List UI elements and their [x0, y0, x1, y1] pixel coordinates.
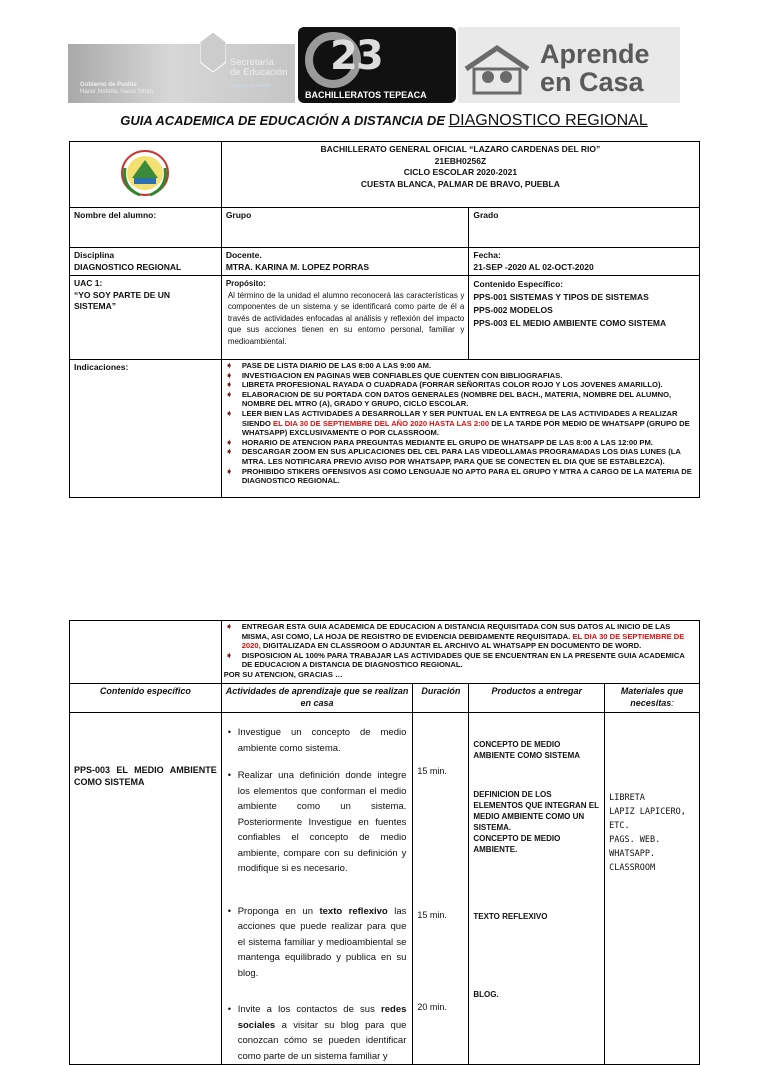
notes-left-empty: [70, 621, 222, 684]
material-item: PAGS. WEB.: [609, 835, 661, 845]
school-info: BACHILLERATO GENERAL OFICIAL “LAZARO CARDENAS DEL RIO” 21EBH0256Z CICLO ESCOLAR 2020-2021 CUESTA BLANCA, PALMAR DE BRAVO, PUEBLA: [221, 142, 699, 208]
indication-item: ➧ DESCARGAR ZOOM EN SUS APLICACIONES DEL CEL PARA LAS VIDEOLLAMAS PROGRAMADAS LOS DIAS LUNES (LA MTRA. LES NOTIFICARA PREVIO AVISO POR WHATSAPP, PARA QUE SE CONECTEN EL DIA QUE SE ESTABLEZCA).: [224, 447, 695, 466]
purpose-cell: Propósito: Al término de la unidad el alumno reconocerá las características y componentes de un sistema y se identificará como parte de él a través de actividades enfocadas al análisis y reflexión del impacto que sus acciones tienen en su entorno personal, familiar y medioambiental.: [221, 276, 469, 360]
house-icon: [462, 45, 532, 95]
materials-cell: [605, 713, 700, 1065]
product-item: DEFINICION DE LOS ELEMENTOS QUE INTEGRAN EL MEDIO AMBIENTE COMO UN SISTEMA. CONCEPTO DE MEDIO AMBIENTE.: [473, 790, 599, 854]
indications-label: Indicaciones:: [70, 360, 222, 498]
duration-value: 15 min.: [417, 766, 447, 776]
document-title: GUIA ACADEMICA DE EDUCACIÓN A DISTANCIA DE DIAGNOSTICO REGIONAL: [120, 112, 648, 129]
activity-item: • Investigue un concepto de medio ambiente como sistema.: [228, 725, 407, 756]
column-header-duration: Duración: [413, 684, 469, 713]
material-item: LIBRETA: [609, 793, 645, 803]
indications-list: [224, 361, 695, 486]
column-header-materials: Materiales que necesitas:: [605, 684, 700, 713]
discipline-cell: Disciplina DIAGNOSTICO REGIONAL: [70, 248, 222, 276]
uac-cell: UAC 1: “YO SOY PARTE DE UN SISTEMA”: [70, 276, 222, 360]
sep-emblem: [200, 32, 226, 72]
group-label: Grupo: [221, 208, 469, 248]
column-header-content: Contenido específico: [70, 684, 222, 713]
products-cell: [469, 713, 605, 1065]
school-crest-icon: [120, 148, 170, 198]
aprende-en-casa-text: Aprende en Casa: [540, 39, 650, 97]
date-cell: Fecha: 21-SEP -2020 AL 02-OCT-2020: [469, 248, 700, 276]
teacher-cell: Docente. MTRA. KARINA M. LOPEZ PORRAS: [221, 248, 469, 276]
activities-cell: [221, 713, 413, 1065]
indication-item: ➧ LIBRETA PROFESIONAL RAYADA O CUADRADA (FORRAR SEÑORITAS COLOR ROJO Y LOS JOVENES AMARILLO).: [224, 380, 695, 390]
deadline-highlight: EL DIA 30 DE SEPTIEMBRE DE 2020,: [241, 631, 685, 651]
column-header-activities: Actividades de aprendizaje que se realizan en casa: [221, 684, 413, 713]
product-item: BLOG.: [473, 990, 499, 999]
sep-logo-text: Secretaría de Educación: [230, 57, 288, 78]
activities-table: [69, 620, 700, 1065]
duration-cell: [413, 713, 469, 1065]
indication-item: ➧ HORARIO DE ATENCION PARA PREGUNTAS MEDIANTE EL GRUPO DE WHATSAPP DE LAS 8:00 A LAS 12:00 PM.: [224, 438, 695, 448]
note-item: ➧ ENTREGAR ESTA GUIA ACADEMICA DE EDUCACION A DISTANCIA REQUISITADA CON SUS DATOS AL INICIO DE LAS MISMA, ASI COMO, LA HOJA DE REGISTRO DE EVIDENCIA DEBIDAMENTE REQUISITADA. EL DIA 30 DE SEPTIEMBRE DE 2020, DIGITALIZADA EN CLASSROOM O ADJUNTAR EL ARCHIVO AL WHATSAPP EN DOCUMENTO DE WORD.: [224, 622, 695, 651]
subject-title: DIAGNOSTICO REGIONAL: [448, 112, 648, 129]
student-name-label: Nombre del alumno:: [70, 208, 222, 248]
activity-item: • Proponga en un texto reflexivo las acciones que puede realizar para que el sistema familiar y medioambiental se mantenga equilibrado y publica en su blog.: [228, 904, 407, 982]
activity-item: • Invite a los contactos de sus redes sociales a visitar su blog para que conozcan cómo se pueden identificar como parte de un sistema familiar y: [228, 1002, 407, 1064]
deadline-highlight: EL DIA 30 DE SEPTIEMBRE DEL AÑO 2020 HASTA LAS 2:00: [273, 418, 490, 428]
activity-item: • Realizar una definición donde integre los elementos que conforman el medio ambiente como un sistema. Posteriormente Investigue en fuentes confiables el concepto de medio ambiente, compare con su definición y modifique si es necesario.: [228, 768, 407, 877]
indication-item: ➧ ELABORACION DE SU PORTADA CON DATOS GENERALES (NOMBRE DEL BACH., MATERIA, NOMBRE DEL ALUMNO, NOMBRE DEL MTRO (A), GRADO Y GRUPO, CICLO ESCOLAR.: [224, 390, 695, 409]
indication-item: ➧ PROHIBIDO STIKERS OFENSIVOS ASI COMO LENGUAJE NO APTO PARA EL GRUPO Y MTRA A CARGO DE LA MATERIA DE DIAGNOSTICO REGIONAL.: [224, 467, 695, 486]
info-table: [69, 141, 700, 498]
specific-content-cell: PPS-003 EL MEDIO AMBIENTE COMO SISTEMA: [70, 713, 222, 1065]
material-item: ETC.: [609, 821, 630, 831]
logo-23-number: 23: [330, 33, 382, 79]
column-header-products: Productos a entregar: [469, 684, 605, 713]
specific-content-cell: Contenido Específico: PPS-001 SISTEMAS Y TIPOS DE SISTEMAS PPS-002 MODELOS PPS-003 EL MEDIO AMBIENTE COMO SISTEMA: [469, 276, 700, 360]
school-crest-cell: [70, 142, 222, 208]
sep-emblem-icon: [200, 32, 226, 72]
sep-logo-subtext: Gobierno de Puebla: [230, 83, 271, 88]
note-item: ➧ DISPOSICION AL 100% PARA TRABAJAR LAS ACTIVIDADES QUE SE ENCUENTRAN EN LA PRESENTE GUIA ACADEMICA DE EDUCACION A DISTANCIA DE DIAGNOSTICO REGIONAL.: [224, 651, 695, 670]
notes-list: [224, 622, 695, 670]
indication-item: ➧ INVESTIGACION EN PAGINAS WEB CONFIABLES QUE CUENTEN CON BIBLIOGRAFIAS.: [224, 371, 695, 381]
material-item: LAPIZ LAPICERO,: [609, 807, 686, 817]
duration-value: 15 min.: [417, 910, 447, 920]
logo-23-caption: BACHILLERATOS TEPEACA: [305, 90, 427, 100]
indications-cell: [221, 360, 699, 498]
material-item: WHATSAPP.: [609, 849, 656, 859]
grade-label: Grado: [469, 208, 700, 248]
notes-cell: [221, 621, 699, 684]
material-item: CLASSROOM: [609, 863, 656, 873]
government-logo-text: Gobierno de Puebla Hacer historia. Hacer futuro.: [80, 82, 156, 95]
indication-item: ➧ LEER BIEN LAS ACTIVIDADES A DESARROLLAR Y SER PUNTUAL EN LA ENTREGA DE LAS ACTIVIDADES A REALIZAR SIENDO EL DIA 30 DE SEPTIEMBRE DEL AÑO 2020 HASTA LAS 2:00 DE LA TARDE POR MEDIO DE WHATSAPP (GRUPO DE WHATSAPP) EXCLUSIVAMENTE O POR CLASSROOM.: [224, 409, 695, 438]
indication-item: ➧ PASE DE LISTA DIARIO DE LAS 8:00 A LAS 9:00 AM.: [224, 361, 695, 371]
thanks-note: POR SU ATENCION, GRACIAS …: [223, 669, 343, 679]
product-item: CONCEPTO DE MEDIO AMBIENTE COMO SISTEMA: [473, 740, 581, 760]
duration-value: 20 min.: [417, 1002, 447, 1012]
product-item: TEXTO REFLEXIVO: [473, 912, 548, 921]
